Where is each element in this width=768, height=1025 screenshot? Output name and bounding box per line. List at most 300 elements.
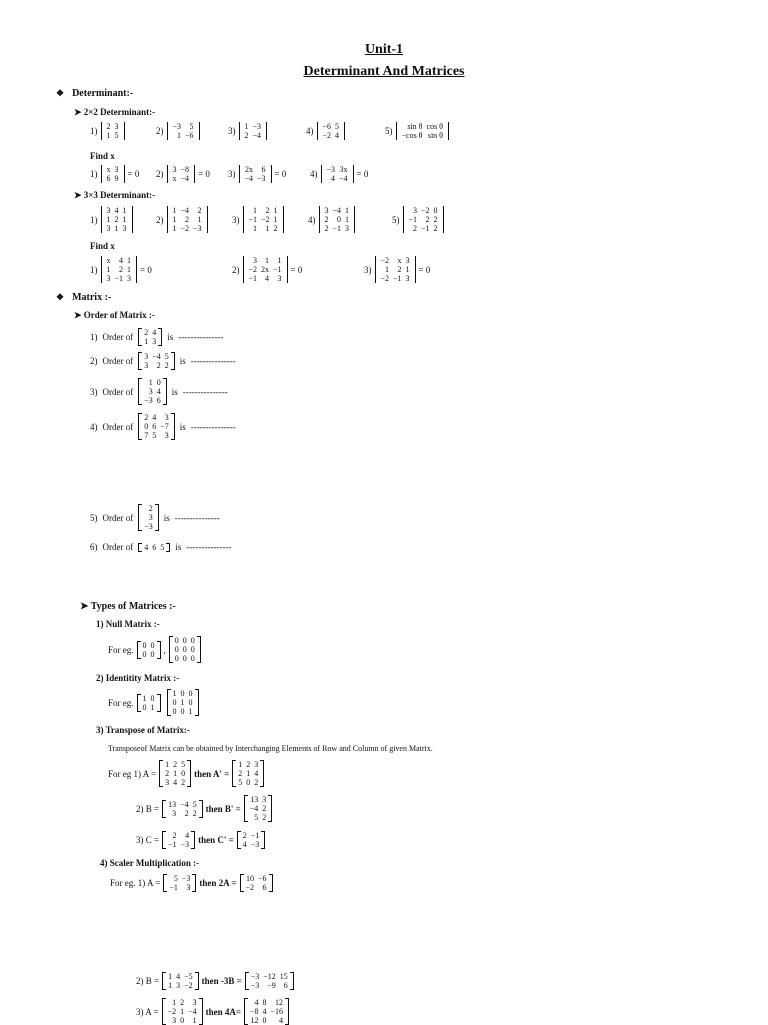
- matrix-cell: 3: [144, 352, 149, 361]
- matrix-cell: 3: [345, 224, 350, 233]
- matrix-cell: 2: [324, 224, 329, 233]
- is-label: is: [167, 332, 174, 342]
- matrix-cell: 3: [277, 274, 282, 283]
- matrix-cell: −1: [248, 274, 258, 283]
- determinant-2x2: [317, 122, 346, 140]
- matrix-cell: 0: [180, 707, 185, 716]
- equals-zero: = 0: [140, 264, 152, 275]
- matrix-cell: 0: [190, 645, 195, 654]
- matrix-cell: 1: [277, 256, 282, 265]
- matrix-cell: −2: [248, 265, 258, 274]
- matrix-cell: 0: [433, 206, 438, 215]
- matrix-cell: x: [172, 174, 177, 183]
- matrix-cell: 0: [190, 636, 195, 645]
- matrix-cell: 0: [174, 645, 179, 654]
- matrix-cell: 0: [150, 649, 155, 659]
- matrix-cell: 2: [184, 808, 189, 818]
- matrix-cell: 4: [152, 328, 157, 337]
- matrix-cell: 1: [180, 1007, 185, 1016]
- matrix-cell: 4: [152, 413, 157, 422]
- matrix-cell: 3: [405, 274, 410, 283]
- matrix-cell: 1: [172, 215, 177, 224]
- matrix-cell: −2: [180, 224, 190, 233]
- answer-blank: ---------------: [186, 542, 232, 552]
- identity-heading: 2) Identitity Matrix :-: [96, 673, 180, 683]
- matrix-cell: 2: [244, 131, 249, 140]
- matrix-cell: x: [106, 256, 111, 265]
- example-label: 3) A =: [136, 1006, 159, 1017]
- matrix-cell: 3: [164, 431, 169, 440]
- determinant-2x2: [167, 122, 200, 140]
- matrix-cell: 2: [165, 769, 170, 778]
- matrix-cell: 4: [176, 972, 181, 981]
- matrix-cell: 1: [265, 256, 270, 265]
- matrix-cell: 3x: [339, 165, 348, 174]
- matrix-cell: 1: [150, 702, 155, 712]
- matrix-cell: 1: [168, 972, 173, 981]
- example-label: 2) B =: [136, 803, 160, 814]
- matrix-cell: 4: [279, 1016, 284, 1025]
- item-number: 1): [90, 214, 98, 225]
- find-x-label-2: Find x: [90, 241, 115, 251]
- matrix-cell: 2: [262, 804, 267, 813]
- then-label: then A' =: [194, 768, 230, 779]
- matrix-cell: 4: [262, 1007, 267, 1016]
- matrix-cell: 1: [188, 707, 193, 716]
- matrix-cell: 0: [142, 640, 147, 650]
- matrix-cell: −4: [332, 206, 342, 215]
- item-number: 2): [90, 356, 98, 366]
- matrix-cell: 1: [172, 998, 177, 1007]
- matrix-cell: 5: [164, 352, 169, 361]
- matrix-cell: 2: [156, 361, 161, 370]
- is-label: is: [163, 512, 170, 523]
- matrix-cell: 10: [246, 874, 255, 883]
- matrix-cell: 5: [152, 431, 157, 440]
- matrix-cell: 0: [150, 640, 155, 650]
- matrix-cell: 1: [197, 215, 202, 224]
- matrix-cell: 2: [119, 265, 124, 274]
- matrix-cell: 0: [262, 1016, 267, 1025]
- given-matrix: [162, 972, 199, 990]
- matrix-cell: 0: [144, 422, 149, 431]
- determinant-3x3: [167, 206, 208, 233]
- is-label: is: [179, 356, 186, 366]
- matrix-cell: 13: [250, 795, 259, 804]
- matrix-cell: 1: [114, 224, 119, 233]
- answer-blank: ---------------: [182, 386, 228, 397]
- order-matrix: [138, 413, 175, 440]
- matrix-cell: 0: [188, 698, 193, 707]
- matrix-cell: −4: [180, 174, 190, 183]
- matrix-cell: 1: [173, 769, 178, 778]
- item-number: 5): [90, 512, 98, 523]
- given-matrix: [159, 760, 191, 787]
- example-label: For eg 1) A =: [108, 768, 157, 779]
- matrix-cell: −1: [332, 224, 342, 233]
- matrix-cell: 3: [253, 256, 258, 265]
- result-matrix: [244, 795, 273, 822]
- matrix-cell: −6: [322, 122, 332, 131]
- matrix-cell: −4: [249, 804, 259, 813]
- item-number: 3): [228, 169, 236, 179]
- example-label: For eg. 1) A =: [110, 878, 161, 888]
- result-matrix: [244, 998, 289, 1025]
- arrow-bullet-icon: ➤: [80, 601, 89, 612]
- matrix-cell: −6: [185, 131, 194, 140]
- matrix-cell: 2: [185, 215, 190, 224]
- matrix-cell: −1: [168, 840, 177, 849]
- matrix-cell: 2: [114, 215, 119, 224]
- matrix-cell: 3: [176, 981, 181, 990]
- item-number: 2): [156, 214, 164, 225]
- item-number: 5): [385, 126, 393, 136]
- determinant-2x2: [101, 165, 125, 183]
- transpose-heading: 3) Transpose of Matrix:-: [96, 725, 190, 735]
- det3-heading: ➤ 3×3 Determinant:-: [74, 190, 156, 200]
- matrix-cell: 0: [188, 689, 193, 698]
- determinant-2x2: [101, 122, 125, 140]
- matrix-cell: 6: [262, 883, 267, 892]
- matrix-cell: 3: [106, 224, 111, 233]
- given-matrix: [162, 831, 195, 849]
- order-matrix: [138, 328, 162, 346]
- matrix-cell: 1: [144, 337, 149, 346]
- matrix-cell: 0: [182, 636, 187, 645]
- matrix-cell: 1: [345, 206, 350, 215]
- matrix-cell: 0: [180, 1016, 185, 1025]
- matrix-cell: 1: [168, 981, 173, 990]
- matrix-cell: 1: [345, 215, 350, 224]
- matrix-cell: 0: [172, 698, 177, 707]
- given-matrix: [162, 800, 203, 818]
- matrix-cell: −3: [326, 165, 336, 174]
- order-matrix: [138, 504, 159, 531]
- order-of-label: Order of: [102, 421, 134, 432]
- item-number: 1): [90, 332, 98, 342]
- matrix-cell: −7: [160, 422, 169, 431]
- matrix-cell: 13: [168, 799, 177, 809]
- matrix-cell: 15: [279, 972, 288, 981]
- matrix-cell: 1: [405, 265, 410, 274]
- identity-matrix-3x3: [167, 689, 199, 716]
- item-number: 2): [156, 126, 164, 136]
- matrix-cell: 5: [335, 122, 340, 131]
- matrix-cell: 3: [152, 337, 157, 346]
- matrix-cell: 0: [156, 378, 161, 387]
- equals-zero: = 0: [127, 169, 140, 179]
- matrix-cell: 3: [106, 206, 111, 215]
- matrix-cell: 2: [173, 760, 178, 769]
- matrix-cell: 1: [172, 206, 177, 215]
- matrix-cell: 3: [164, 413, 169, 422]
- matrix-cell: 1: [265, 224, 270, 233]
- matrix-cell: 2: [254, 778, 259, 787]
- matrix-cell: 1: [273, 215, 278, 224]
- example-label: 2) B =: [136, 976, 160, 986]
- matrix-cell: 4: [173, 778, 178, 787]
- order-of-label: Order of: [102, 356, 134, 366]
- matrix-cell: 2: [144, 328, 149, 337]
- matrix-cell: 4: [185, 831, 190, 840]
- determinant-2x2: [239, 165, 272, 183]
- item-number: 3): [228, 126, 236, 136]
- null-heading: 1) Null Matrix :-: [96, 619, 160, 629]
- determinant-2x2: [239, 122, 268, 140]
- matrix-cell: 1: [106, 265, 111, 274]
- for-eg-label: For eg.: [108, 644, 134, 655]
- matrix-cell: 0: [172, 707, 177, 716]
- matrix-cell: 4: [144, 542, 149, 552]
- determinant-heading: ❖ Determinant:-: [56, 88, 134, 99]
- order-of-label: Order of: [102, 386, 134, 397]
- identity-matrix-2x2: [137, 694, 161, 712]
- matrix-cell: −3: [172, 122, 182, 131]
- matrix-cell: −9: [267, 981, 276, 990]
- matrix-cell: 4: [331, 174, 336, 183]
- item-number: 1): [90, 169, 98, 179]
- order-of-label: Order of: [102, 332, 134, 342]
- matrix-cell: 5: [114, 131, 119, 140]
- matrix-cell: 3: [127, 274, 132, 283]
- determinant-2x2: [167, 165, 196, 183]
- matrix-cell: 1: [172, 689, 177, 698]
- matrix-cell: 1: [106, 131, 111, 140]
- matrix-cell: 6: [152, 422, 157, 431]
- matrix-cell: 0: [142, 649, 147, 659]
- matrix-cell: −3: [252, 122, 262, 131]
- matrix-cell: 2: [181, 778, 186, 787]
- item-number: 3): [232, 214, 240, 225]
- matrix-cell: 1: [172, 224, 177, 233]
- matrix-cell: 4: [335, 131, 340, 140]
- matrix-cell: 1: [180, 698, 185, 707]
- matrix-cell: −12: [263, 972, 276, 981]
- matrix-cell: 2: [164, 361, 169, 370]
- matrix-cell: 1: [127, 256, 132, 265]
- matrix-cell: 2: [106, 122, 111, 131]
- matrix-cell: −3: [193, 224, 202, 233]
- matrix-cell: −2: [167, 1007, 177, 1016]
- item-number: 1): [90, 126, 98, 136]
- determinant-3x3: [403, 206, 444, 233]
- matrix-cell: −3: [144, 396, 153, 405]
- matrix-cell: 3: [254, 760, 259, 769]
- matrix-cell: 2: [144, 413, 149, 422]
- matrix-cell: 2: [197, 206, 202, 215]
- matrix-cell: 8: [262, 998, 267, 1007]
- matrix-cell: 2: [262, 813, 267, 822]
- matrix-cell: 3: [165, 778, 170, 787]
- order-matrix: [138, 543, 170, 552]
- matrix-cell: 3: [405, 256, 410, 265]
- for-eg-label: For eg.: [108, 697, 134, 708]
- matrix-cell: −cos θ: [401, 131, 423, 140]
- item-number: 6): [90, 542, 98, 552]
- matrix-cell: 2: [324, 215, 329, 224]
- equals-zero: = 0: [198, 169, 210, 179]
- answer-blank: ---------------: [190, 421, 236, 432]
- matrix-cell: 0: [174, 636, 179, 645]
- matrix-heading: ❖ Matrix :-: [56, 292, 112, 303]
- matrix-cell: 3: [262, 795, 267, 804]
- matrix-cell: 0: [182, 654, 187, 663]
- is-label: is: [171, 386, 178, 397]
- page-title: Determinant And Matrices: [303, 64, 465, 79]
- matrix-cell: sin θ: [427, 131, 444, 140]
- find-x-label-1: Find x: [90, 151, 115, 161]
- matrix-cell: 1: [165, 760, 170, 769]
- matrix-cell: −5: [184, 972, 193, 981]
- matrix-cell: 3: [186, 883, 191, 892]
- result-matrix: [245, 972, 294, 990]
- determinant-3x3: [101, 256, 138, 283]
- determinant-3x3: [319, 206, 356, 233]
- matrix-cell: 4: [265, 274, 270, 283]
- order-matrix: [138, 352, 175, 370]
- matrix-cell: −4: [339, 174, 348, 183]
- diamond-bullet-icon: ❖: [56, 88, 65, 98]
- matrix-cell: 5: [173, 874, 178, 883]
- matrix-cell: 3: [192, 998, 197, 1007]
- matrix-cell: 1: [148, 378, 153, 387]
- matrix-cell: 2: [192, 808, 197, 818]
- null-matrix-3x3: [169, 636, 201, 663]
- matrix-cell: 4: [254, 769, 259, 778]
- matrix-cell: −2: [245, 883, 255, 892]
- matrix-cell: 6: [156, 396, 161, 405]
- null-matrix-2x2: [137, 641, 161, 659]
- matrix-cell: 5: [192, 799, 197, 809]
- item-number: 1): [90, 264, 98, 275]
- matrix-cell: 5: [160, 542, 165, 552]
- matrix-cell: 2: [425, 215, 430, 224]
- matrix-cell: −4: [180, 799, 189, 809]
- matrix-cell: 0: [142, 702, 147, 712]
- matrix-cell: −2: [380, 274, 390, 283]
- matrix-cell: −8: [250, 1007, 259, 1016]
- matrix-cell: 2: [238, 769, 243, 778]
- diamond-bullet-icon: ❖: [56, 292, 65, 302]
- result-matrix: [237, 831, 266, 849]
- matrix-cell: 4: [156, 387, 161, 396]
- item-number: 3): [364, 264, 372, 275]
- scaler-heading: 4) Scaler Multiplication :-: [100, 858, 200, 868]
- then-label: then C' =: [198, 835, 234, 845]
- matrix-cell: −16: [270, 1007, 284, 1016]
- then-label: then B' =: [205, 803, 241, 814]
- comma: ,: [163, 644, 166, 655]
- matrix-cell: 5: [238, 778, 243, 787]
- then-label: then 4A=: [205, 1006, 242, 1017]
- matrix-cell: −3: [250, 981, 260, 990]
- item-number: 4): [310, 169, 318, 179]
- matrix-cell: 0: [180, 689, 185, 698]
- equals-zero: = 0: [290, 264, 303, 275]
- matrix-cell: 3: [114, 122, 119, 131]
- matrix-cell: 6: [261, 165, 266, 174]
- is-label: is: [175, 542, 182, 552]
- matrix-cell: 3: [144, 361, 149, 370]
- matrix-cell: 4: [114, 206, 119, 215]
- matrix-cell: −1: [421, 224, 430, 233]
- determinant-2x2: [396, 122, 450, 140]
- matrix-cell: 1: [127, 265, 132, 274]
- det2-heading: ➤ 2×2 Determinant:-: [74, 107, 156, 117]
- equals-zero: = 0: [356, 169, 369, 179]
- matrix-cell: 2: [433, 224, 438, 233]
- matrix-cell: cos θ: [426, 122, 444, 131]
- matrix-cell: 1: [122, 206, 127, 215]
- matrix-cell: 2: [397, 265, 402, 274]
- matrix-cell: 2: [242, 831, 247, 840]
- matrix-cell: 3: [413, 206, 418, 215]
- matrix-cell: 12: [250, 1016, 259, 1025]
- matrix-cell: 0: [182, 645, 187, 654]
- matrix-cell: 2: [433, 215, 438, 224]
- matrix-cell: 2: [180, 998, 185, 1007]
- matrix-cell: 0: [246, 778, 251, 787]
- matrix-cell: 2x: [261, 265, 270, 274]
- given-matrix: [163, 874, 196, 892]
- order-of-label: Order of: [102, 512, 134, 523]
- item-number: 5): [392, 214, 400, 225]
- answer-blank: ---------------: [190, 356, 236, 366]
- matrix-cell: −2: [380, 256, 390, 265]
- matrix-cell: −4: [252, 131, 262, 140]
- matrix-cell: 1: [246, 769, 251, 778]
- matrix-cell: 6: [106, 174, 111, 183]
- result-matrix: [232, 760, 264, 787]
- matrix-cell: 6: [152, 542, 157, 552]
- matrix-cell: 2: [265, 206, 270, 215]
- matrix-cell: 12: [275, 998, 284, 1007]
- matrix-cell: 1: [122, 215, 127, 224]
- matrix-cell: 0: [181, 769, 186, 778]
- determinant-3x3: [243, 256, 288, 283]
- matrix-cell: 3: [172, 1016, 177, 1025]
- matrix-cell: −4: [152, 352, 161, 361]
- answer-blank: ---------------: [178, 332, 224, 342]
- matrix-cell: 0: [174, 654, 179, 663]
- arrow-bullet-icon: ➤: [74, 190, 82, 200]
- determinant-3x3: [101, 206, 133, 233]
- matrix-cell: −4: [188, 1007, 197, 1016]
- matrix-cell: −1: [393, 274, 402, 283]
- matrix-cell: 3: [172, 165, 177, 174]
- item-number: 4): [308, 214, 316, 225]
- matrix-cell: 0: [150, 693, 155, 703]
- matrix-cell: −2: [421, 206, 430, 215]
- matrix-cell: −3: [181, 874, 191, 883]
- matrix-cell: 2: [273, 224, 278, 233]
- determinant-3x3: [375, 256, 416, 283]
- matrix-cell: 0: [190, 654, 195, 663]
- matrix-cell: x: [397, 256, 402, 265]
- matrix-cell: −4: [244, 174, 254, 183]
- matrix-cell: −4: [180, 206, 190, 215]
- then-label: then 2A =: [199, 878, 237, 888]
- order-heading: ➤ Order of Matrix :-: [74, 310, 155, 320]
- matrix-cell: 4: [242, 840, 247, 849]
- matrix-cell: −3: [257, 174, 266, 183]
- unit-label: Unit-1: [364, 42, 404, 57]
- matrix-cell: 1: [238, 760, 243, 769]
- matrix-cell: −1: [248, 215, 258, 224]
- matrix-cell: 9: [114, 174, 119, 183]
- matrix-cell: −6: [258, 874, 267, 883]
- equals-zero: = 0: [274, 169, 287, 179]
